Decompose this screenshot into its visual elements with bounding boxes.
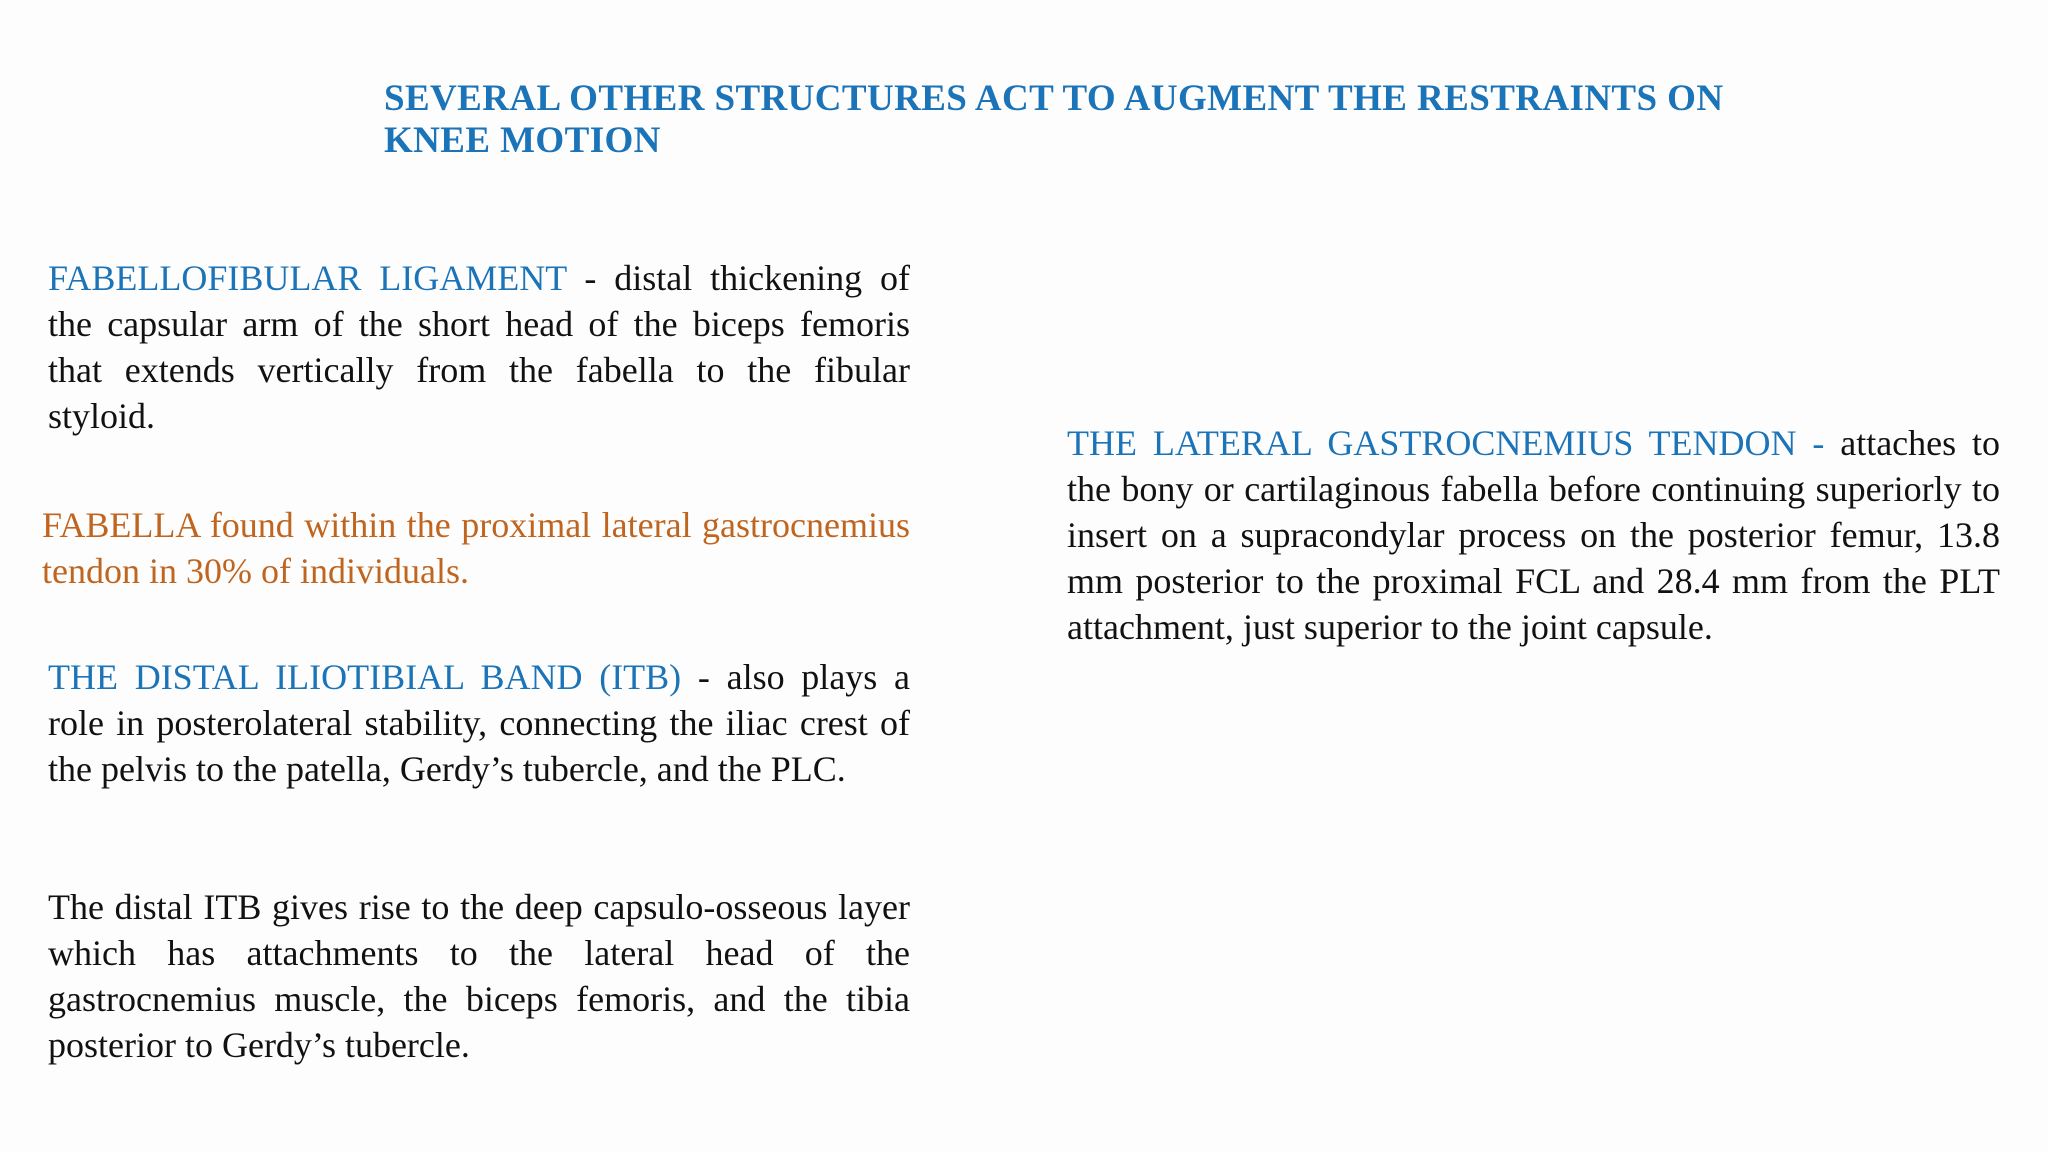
fabella-paragraph: FABELLA found within the proximal lateral gastrocnemius tendon in 30% of individuals. [42,505,910,591]
lateral-gastrocnemius-paragraph [1067,420,2000,650]
itb-paragraph [48,654,910,792]
itb-description: - also plays a role in posterolateral stability, connecting the iliac crest of the pelvis to the patella, Gerdy’s tubercle, and the PLC. [48,657,910,789]
lateral-gastrocnemius-description: attaches to the bony or cartilaginous fabella before continuing superiorly to insert on a supracondylar process on the posterior femur, 13.8 mm posterior to the proximal FCL and 28.4 mm from the PLT attachment, just superior to the joint capsule. [1067,423,2001,647]
fabellofibular-term: FABELLOFIBULAR LIGAMENT [48,258,567,298]
itb-deep-layer-paragraph: The distal ITB gives rise to the deep capsulo-osseous layer which has attachments to the lateral head of the gastrocnemius muscle, the biceps femoris, and the tibia posterior to Gerdy’s tubercle. [48,887,910,1065]
lateral-gastrocnemius-term: THE LATERAL GASTROCNEMIUS TENDON - [1067,423,1825,463]
fabellofibular-paragraph [48,255,910,439]
fabellofibular-description: - distal thickening of the capsular arm of the short head of the biceps femoris that extends vertically from the fabella to the fibular styloid. [48,258,910,436]
slide-title: SEVERAL OTHER STRUCTURES ACT TO AUGMENT THE RESTRAINTS ON KNEE MOTION [384,78,1724,161]
itb-term: THE DISTAL ILIOTIBIAL BAND (ITB) [48,657,682,697]
